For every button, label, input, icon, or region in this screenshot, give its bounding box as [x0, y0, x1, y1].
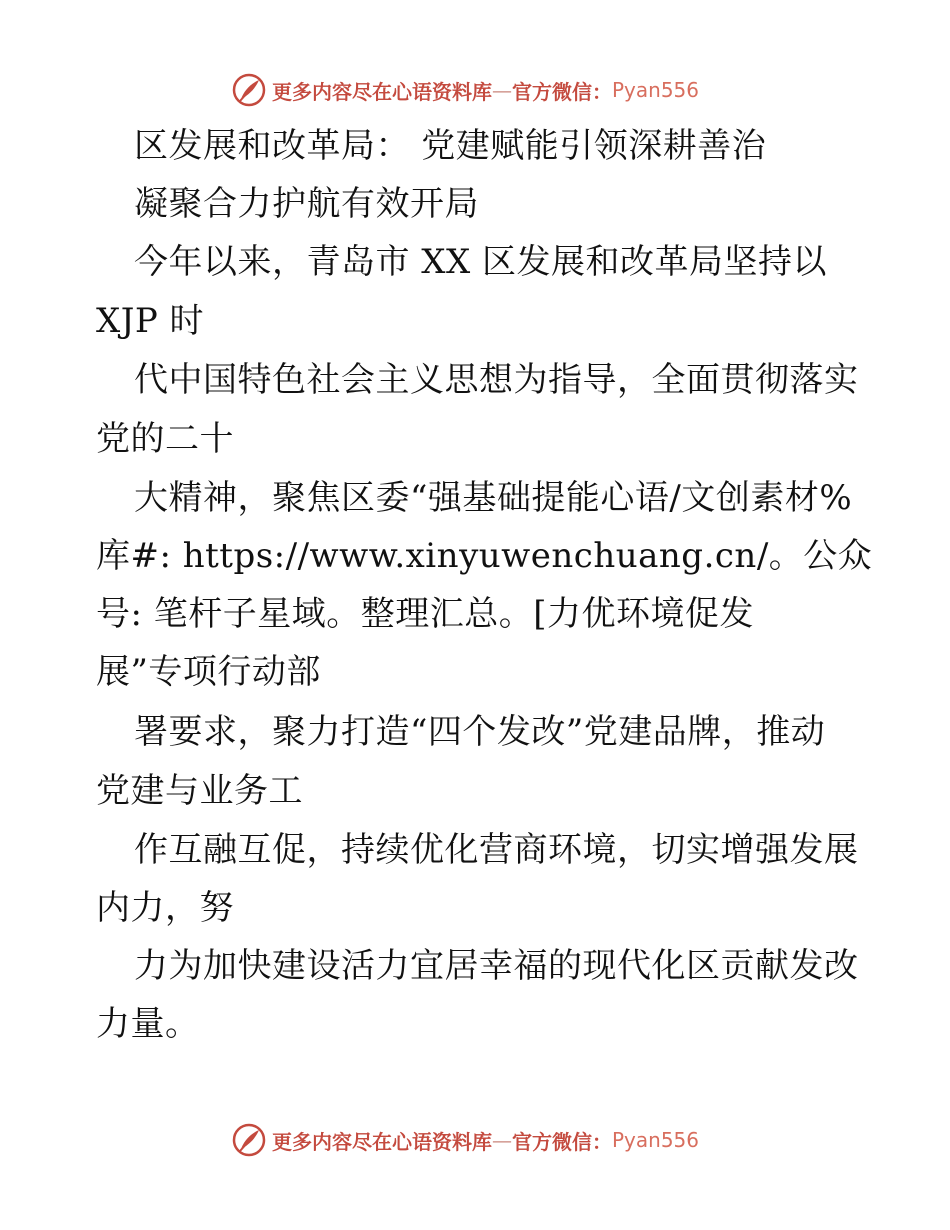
doc-line-6: 党的二十 [96, 419, 234, 459]
doc-line-1: 区发展和改革局： 党建赋能引领深耕善治 [134, 126, 767, 166]
doc-line-9: 号: 笔杆子星域。整理汇总。[力优环境促发 [96, 594, 755, 634]
banner-promo-text: 更多内容尽在心语资料库 [272, 1129, 492, 1154]
doc-line-10: 展”专项行动部 [96, 652, 321, 692]
doc-line-8: 库#: https://www.xinyuwenchuang.cn/。公众 [96, 536, 873, 576]
banner-wechat-label: 官方微信： [512, 79, 612, 104]
header-watermark-banner [232, 70, 752, 110]
doc-line-4: XJP 时 [96, 301, 205, 341]
doc-line-12: 党建与业务工 [96, 771, 303, 811]
banner-wechat-label: 官方微信： [512, 1129, 612, 1154]
doc-line-11: 署要求，聚力打造“四个发改”党建品牌，推动 [134, 712, 826, 752]
banner-wechat-id: Pyan556 [612, 78, 700, 102]
banner-promo-text: 更多内容尽在心语资料库 [272, 79, 492, 104]
feather-quill-icon [232, 1123, 266, 1157]
doc-line-3: 今年以来，青岛市 XX 区发展和改革局坚持以 [134, 242, 828, 282]
banner-separator: — [492, 78, 512, 102]
doc-line-5: 代中国特色社会主义思想为指导，全面贯彻落实 [134, 360, 859, 400]
banner-wechat-id: Pyan556 [612, 1128, 700, 1152]
doc-line-15: 力为加快建设活力宜居幸福的现代化区贡献发改 [134, 946, 859, 986]
doc-line-2: 凝聚合力护航有效开局 [134, 184, 479, 224]
doc-line-14: 内力，努 [96, 888, 234, 928]
doc-line-7: 大精神，聚焦区委“强基础提能心语/文创素材% [134, 478, 853, 518]
feather-quill-icon [232, 73, 266, 107]
banner-separator: — [492, 1128, 512, 1152]
footer-watermark-banner [232, 1120, 752, 1160]
doc-line-16: 力量。 [96, 1004, 200, 1044]
doc-line-13: 作互融互促，持续优化营商环境，切实增强发展 [134, 830, 859, 870]
